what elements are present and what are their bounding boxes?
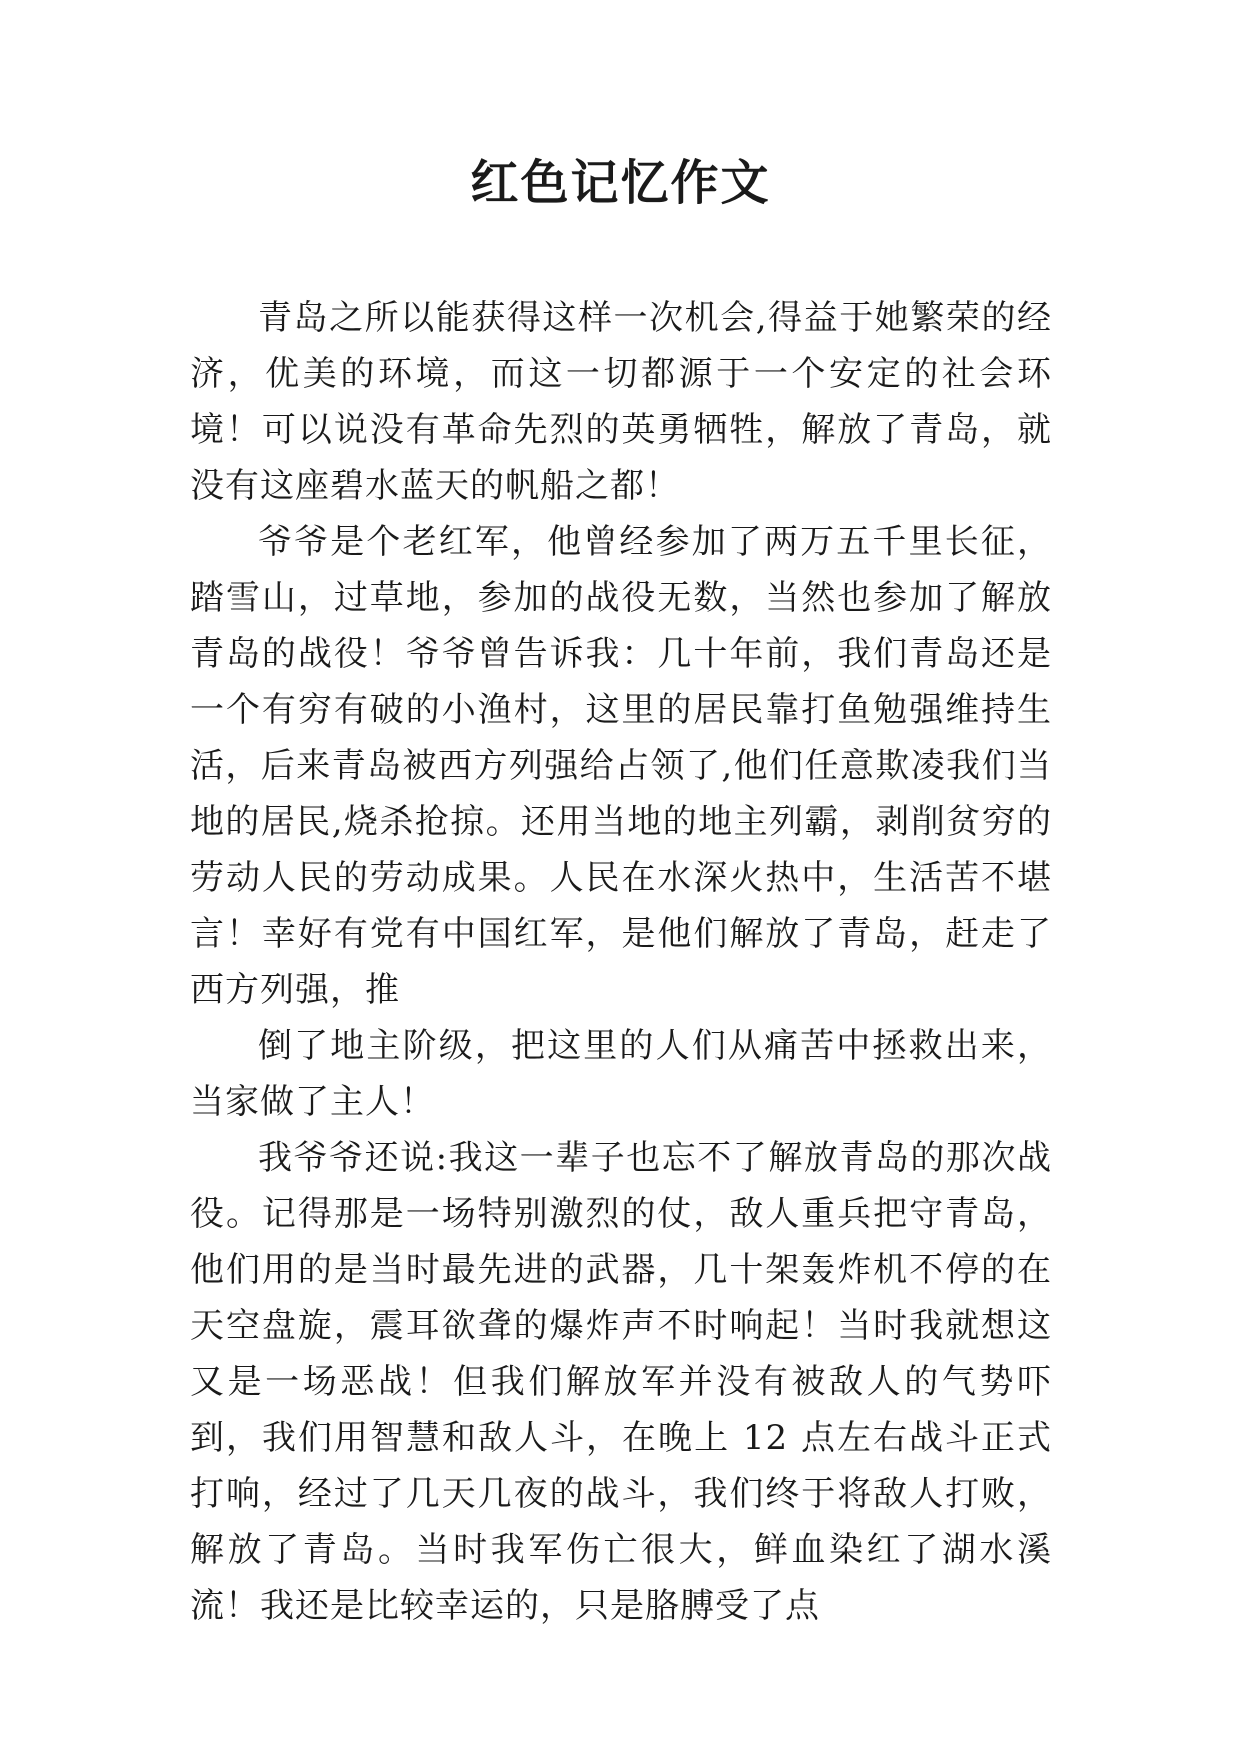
document-title: 红色记忆作文 xyxy=(470,155,771,211)
paragraph-1: 青岛之所以能获得这样一次机会,得益于她繁荣的经济，优美的环境，而这一切都源于一个安定的社会环境！可以说没有革命先烈的英勇牺牲，解放了青岛，就没有这座碧水蓝天的帆船之都！ xyxy=(190,298,1052,506)
paragraph-3: 倒了地主阶级，把这里的人们从痛苦中拯救出来，当家做了主人！ xyxy=(190,1026,1052,1122)
paragraph-2: 爷爷是个老红军，他曾经参加了两万五千里长征，踏雪山，过草地，参加的战役无数，当然也参加了解放青岛的战役！爷爷曾告诉我：几十年前，我们青岛还是一个有穷有破的小渔村，这里的居民靠打鱼勉强维持生活，后来青岛被西方列强给占领了,他们任意欺凌我们当地的居民,烧杀抢掠。还用当地的地主列霸，剥削贫穷的劳动人民的劳动成果。人民在水深火热中，生活苦不堪言！幸好有党有中国红军，是他们解放了青岛，赶走了西方列强，推 xyxy=(190,522,1052,1010)
paragraph-4: 我爷爷还说:我这一辈子也忘不了解放青岛的那次战役。记得那是一场特别激烈的仗，敌人重兵把守青岛，他们用的是当时最先进的武器，几十架轰炸机不停的在天空盘旋，震耳欲聋的爆炸声不时响起！当时我就想这又是一场恶战！但我们解放军并没有被敌人的气势吓到，我们用智慧和敌人斗，在晚上 12 点左右战斗正式打响，经过了几天几夜的战斗，我们终于将敌人打败，解放了青岛。当时我军伤亡很大，鲜血染红了湖水溪流！我还是比较幸运的，只是胳膊受了点 xyxy=(190,1138,1052,1626)
document-body xyxy=(190,290,1052,1634)
